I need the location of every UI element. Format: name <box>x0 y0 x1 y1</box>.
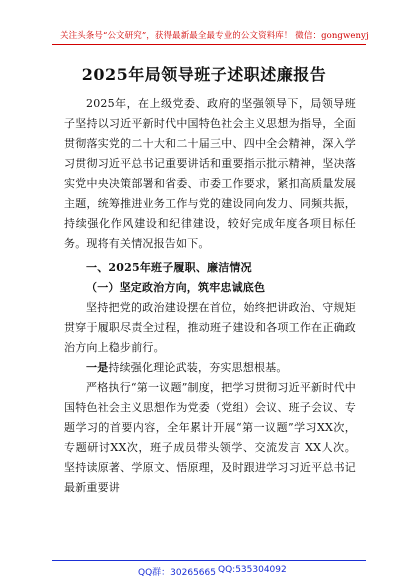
qq-text: QQ:535304092 <box>218 565 287 575</box>
header-divider <box>52 44 366 45</box>
qq-group-text: QQ群：30265665 <box>138 568 216 578</box>
intro-paragraph: 2025年，在上级党委、政府的坚强领导下，局领导班子坚持以习近平新时代中国特色社会主义思想为指导，全面贯彻落实党的二十大和二十届三中、四中全会精神，深入学习贯彻习近平总书记重要讲话和重要指示批示精神，坚决落实党中央决策部署和省委、市委工作要求，紧扣高质量发展主题，统筹推进业务工作与党的建设同向发力、同频共振，持续强化作风建设和纪律建设，较好完成年度各项目标任务。现将有关情况报告如下。 <box>64 97 356 250</box>
subsection-heading: （一）坚定政治方向，筑牢忠诚底色 <box>86 281 266 294</box>
footer <box>0 560 408 580</box>
footer-divider <box>52 560 366 561</box>
point-paragraph <box>64 358 356 378</box>
body-paragraph: 坚持把党的政治建设摆在首位，始终把讲政治、守规矩贯穿于履职尽责全过程，推动班子建设和各项工作在正确政治方向上稳步前行。 <box>64 301 356 354</box>
point-text: 持续强化理论武装，夯实思想根基。 <box>108 361 288 374</box>
document-body <box>64 94 356 498</box>
header-note: 关注头条号“公文研究”，获得最新最全最专业的公文资料库！ 微信：gongwenyj <box>60 31 369 41</box>
point-lead: 一是 <box>86 361 109 374</box>
header-bar <box>0 0 408 46</box>
section-heading: 一、2025年班子履职、廉洁情况 <box>86 261 252 274</box>
body-paragraph: 严格执行“第一议题”制度，把学习贯彻习近平新时代中国特色社会主义思想作为党委（党组）会议、班子会议、专题学习的首要内容，全年累计开展“第一议题”学习XX次，专题研讨XX次，班子成员带头领学、交流发言 XX人次。坚持读原著、学原文、悟原理，及时跟进学习习近平总书记最新重要讲 <box>64 381 356 494</box>
document-title: 2025年局领导班子述职述廉报告 <box>81 65 327 84</box>
